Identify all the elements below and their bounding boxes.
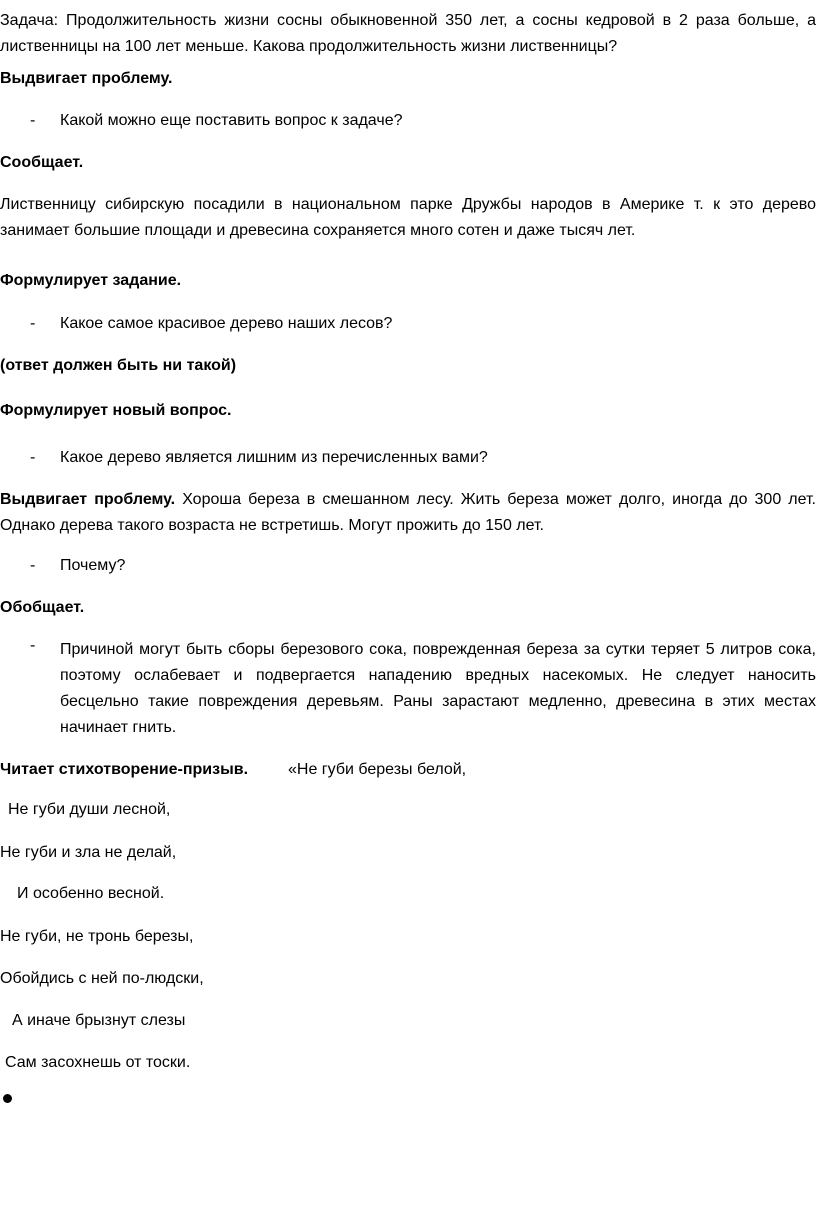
birch-paragraph xyxy=(0,487,816,539)
poem-line-2: Не губи души лесной, xyxy=(8,801,171,818)
heading-task: Формулирует задание. xyxy=(0,272,182,289)
heading-poem: Читает стихотворение-призыв. xyxy=(0,761,249,778)
heading-informs: Сообщает. xyxy=(0,154,84,171)
bullet-icon xyxy=(3,1094,12,1103)
heading-new-question: Формулирует новый вопрос. xyxy=(0,402,232,419)
heading-problem-2: Выдвигает проблему. xyxy=(0,491,176,508)
heading-problem-1: Выдвигает проблему. xyxy=(0,70,173,87)
poem-line-8: Сам засохнешь от тоски. xyxy=(5,1054,191,1071)
reason-paragraph: Причиной могут быть сборы березового сока, поврежденная береза за сутки теряет 5 литров сока, поэтому ослабевает и подвергается нападению вредных насекомых. Не следует наносить бесцельно такие повреждения деревьям. Раны зарастают медленно, древесина в этих местах начинает гнить. xyxy=(60,641,816,736)
question-3: Какое дерево является лишним из перечисленных вами? xyxy=(60,449,488,466)
dash-4: - xyxy=(30,557,36,574)
dash-2: - xyxy=(30,315,36,332)
question-1: Какой можно еще поставить вопрос к задаче? xyxy=(60,112,403,129)
larch-paragraph: Лиственницу сибирскую посадили в национальном парке Дружбы народов в Америке т. к это дерево занимает большие площади и древесина сохраняется много сотен и даже тысяч лет. xyxy=(0,196,816,239)
question-2: Какое самое красивое дерево наших лесов? xyxy=(60,315,393,332)
poem-line-4: И особенно весной. xyxy=(17,885,165,902)
dash-5: - xyxy=(30,637,36,654)
task-text: Задача: Продолжительность жизни сосны обыкновенной 350 лет, а сосны кедровой в 2 раза больше, а лиственницы на 100 лет меньше. Какова продолжительность жизни лиственницы? xyxy=(0,12,816,55)
dash-1: - xyxy=(30,112,36,129)
poem-line-7: А иначе брызнут слезы xyxy=(12,1012,186,1029)
poem-line-6: Обойдись с ней по-людски, xyxy=(0,970,204,987)
question-4: Почему? xyxy=(60,557,126,574)
birch-text: Хороша береза в смешанном лесу. Жить береза может долго, иногда до 300 лет. Однако дерева такого возраста не встретишь. Могут прожить до 150 лет. xyxy=(0,491,816,534)
answer-note: (ответ должен быть ни такой) xyxy=(0,357,237,374)
poem-line-1: «Не губи березы белой, xyxy=(288,761,467,778)
poem-line-5: Не губи, не тронь березы, xyxy=(0,928,194,945)
dash-3: - xyxy=(30,449,36,466)
poem-line-3: Не губи и зла не делай, xyxy=(0,844,177,861)
heading-generalizes: Обобщает. xyxy=(0,599,85,616)
